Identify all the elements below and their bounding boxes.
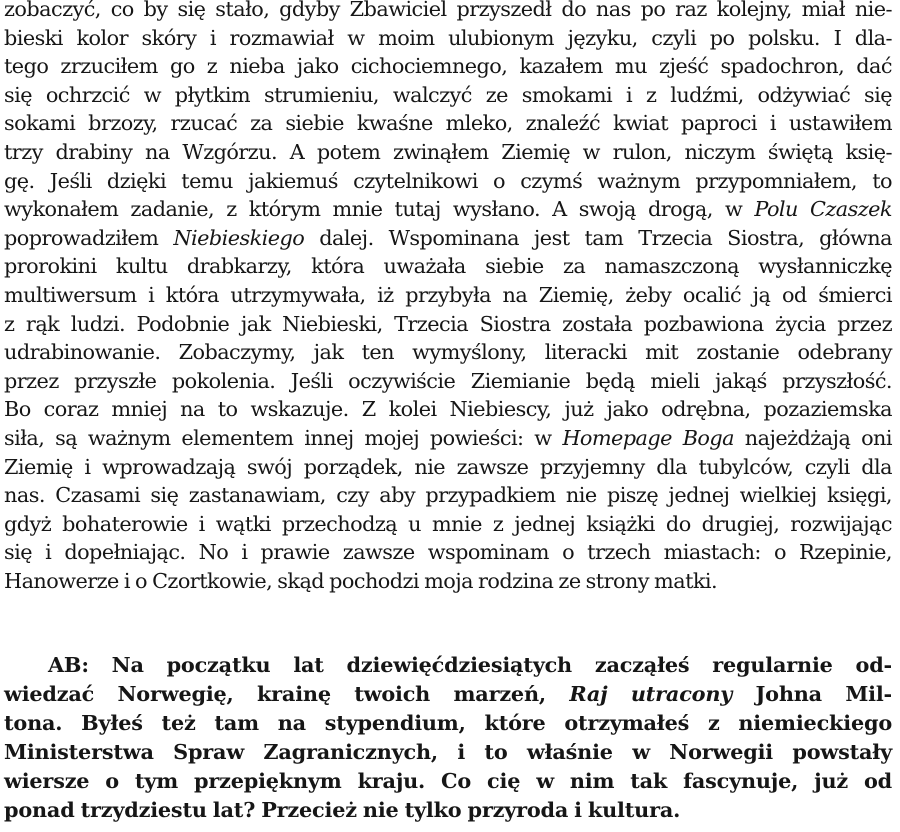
text-line bbox=[4, 737, 892, 766]
line-text: się i dopełniając. No i prawie zawsze wspominam o trzech miastach: o Rzepinie, bbox=[4, 540, 892, 565]
text-line bbox=[4, 224, 892, 253]
text-line bbox=[4, 338, 892, 367]
line-text: udrabinowanie. Zobaczymy, jak ten wymyślony, literacki mit zostanie odebrany bbox=[4, 340, 892, 365]
line-text: przez przyszłe pokolenia. Jeśli oczywiście Ziemianie będą mieli jakąś przyszłość. bbox=[4, 368, 892, 393]
line-text: wiersze o tym przepięknym kraju. Co cię w nim tak fascynuje, już od bbox=[4, 768, 892, 793]
line-text: poprowadziłem bbox=[4, 225, 174, 250]
book-title: Raj utracony bbox=[569, 681, 733, 706]
line-text: gę. Jeśli dzięki temu jakiemuś czytelnikowi o czymś ważnym przypomniałem, to bbox=[4, 168, 892, 193]
line-text: trzy drabiny na Wzgórzu. A potem zwinąłem Ziemię w rulon, niczym świętą księ- bbox=[4, 139, 892, 164]
text-line bbox=[4, 395, 892, 424]
interview-question bbox=[4, 650, 892, 824]
text-line bbox=[4, 510, 892, 539]
line-text: wykonałem zadanie, z którym mnie tutaj wysłano. A swoją drogą, w bbox=[4, 197, 755, 222]
line-text: nas. Czasami się zastanawiam, czy aby przypadkiem nie piszę jednej wielkiej księgi, bbox=[4, 483, 892, 508]
text-line bbox=[4, 109, 892, 138]
line-text: Hanowerze i o Czortkowie, skąd pochodzi moja rodzina ze strony matki. bbox=[4, 568, 718, 593]
text-line bbox=[4, 138, 892, 167]
line-text: z rąk ludzi. Podobnie jak Niebieski, Trzecia Siostra została pozbawiona życia przez bbox=[4, 311, 892, 336]
text-line bbox=[4, 453, 892, 482]
text-line bbox=[4, 679, 892, 708]
line-text: się ochrzcić w płytkim strumieniu, walczyć ze smokami i z ludźmi, odżywiać się bbox=[4, 82, 892, 107]
text-line bbox=[4, 252, 892, 281]
line-text: sokami brzozy, rzucać za siebie kwaśne mleko, znaleźć kwiat paproci i ustawiłem bbox=[4, 111, 892, 136]
text-line bbox=[4, 81, 892, 110]
line-text: wiedzać Norwegię, krainę twoich marzeń, bbox=[4, 681, 570, 706]
line-text: tego zrzuciłem go z nieba jako cichociemnego, kazałem mu zjeść spadochron, dać bbox=[4, 54, 892, 79]
line-text: Bo coraz mniej na to wskazuje. Z kolei Niebiescy, już jako odrębna, pozaziemska bbox=[4, 397, 892, 422]
line-text: Ministerstwa Spraw Zagranicznych, i to właśnie w Norwegii powstały bbox=[4, 739, 892, 764]
line-text: siła, są ważnym elementem innej mojej powieści: w bbox=[4, 425, 563, 450]
line-text: bieski kolor skóry i rozmawiał w moim ulubionym języku, czyli po polsku. I dla- bbox=[4, 25, 892, 50]
text-line bbox=[4, 310, 892, 339]
line-text: multiwersum i która utrzymywała, iż przybyła na Ziemię, żeby ocalić ją od śmierci bbox=[4, 282, 892, 307]
body-paragraph bbox=[4, 0, 892, 595]
text-line bbox=[4, 481, 892, 510]
text-line bbox=[4, 766, 892, 795]
line-text-tail: najeżdżają oni bbox=[734, 425, 892, 450]
line-text: prorokini kultu drabkarzy, która uważała siebie za namaszczoną wysłanniczkę bbox=[4, 254, 892, 279]
text-line bbox=[4, 195, 892, 224]
line-text: tona. Byłeś też tam na stypendium, które otrzymałeś z niemieckiego bbox=[4, 710, 892, 735]
text-line bbox=[4, 538, 892, 567]
text-line bbox=[4, 0, 892, 24]
text-line bbox=[4, 567, 892, 596]
line-text: ponad trzydziestu lat? Przecież nie tylko przyroda i kultura. bbox=[4, 797, 681, 822]
text-line bbox=[4, 167, 892, 196]
text-line bbox=[4, 424, 892, 453]
line-text-tail: dalej. Wspominana jest tam Trzecia Siostra, główna bbox=[304, 225, 892, 250]
line-text: AB: Na początku lat dziewięćdziesiątych zacząłeś regularnie od- bbox=[48, 652, 892, 677]
line-text: zobaczyć, co by się stało, gdyby Zbawiciel przyszedł do nas po raz kolejny, miał nie- bbox=[4, 0, 892, 21]
book-title: Polu Czaszek bbox=[754, 197, 892, 222]
text-line bbox=[4, 650, 892, 679]
text-line bbox=[4, 52, 892, 81]
text-line bbox=[4, 708, 892, 737]
line-text: Ziemię i wprowadzają swój porządek, nie zawsze przyjemny dla tubylców, czyli dla bbox=[4, 454, 892, 479]
text-line bbox=[4, 367, 892, 396]
book-title: Homepage Boga bbox=[562, 425, 735, 450]
text-line bbox=[4, 281, 892, 310]
text-line bbox=[4, 795, 892, 824]
text-line bbox=[4, 24, 892, 53]
book-title: Niebieskiego bbox=[173, 225, 305, 250]
line-text: gdyż bohaterowie i wątki przechodzą u mnie z jednej książki do drugiej, rozwijając bbox=[4, 511, 892, 536]
line-text-tail: Johna Mil- bbox=[732, 681, 892, 706]
